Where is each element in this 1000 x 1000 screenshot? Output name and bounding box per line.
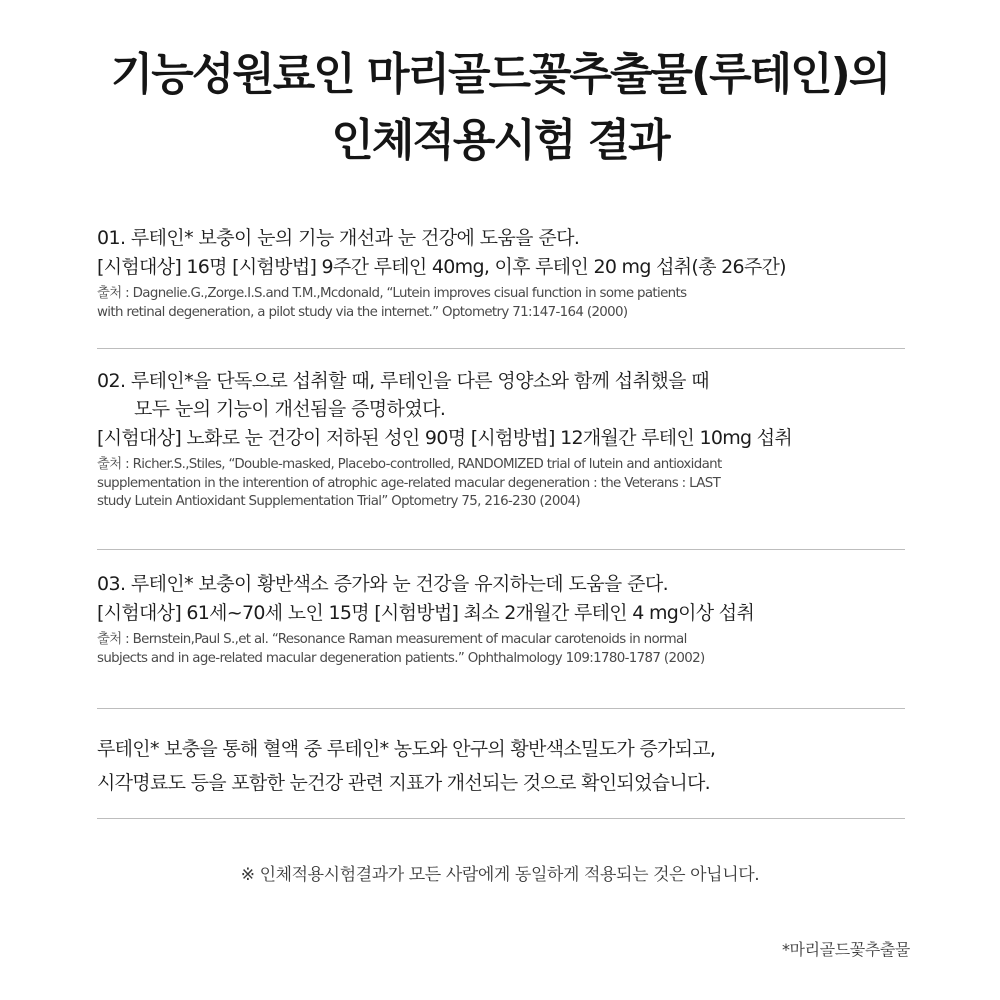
study-03-claim: 03. 루테인* 보충이 황반색소 증가와 눈 건강을 유지하는데 도움을 준다.: [97, 573, 669, 595]
study-02-source-line-1: 출처 : Richer.S.,Stiles, “Double-masked, Placebo-controlled, RANDOMIZED trial of lutein and antioxidant: [97, 457, 722, 472]
divider-3: [97, 708, 905, 709]
study-01-source: [97, 285, 917, 322]
study-02-source: [97, 456, 917, 512]
footnote: *마리골드꽃추출물: [781, 940, 910, 959]
study-02-conditions: [시험대상] 노화로 눈 건강이 저하된 성인 90명 [시험방법] 12개월간 루테인 10mg 섭취: [97, 427, 793, 449]
study-02-claim-line-2: 모두 눈의 기능이 개선됨을 증명하였다.: [134, 398, 446, 420]
study-02-source-line-3: study Lutein Antioxidant Supplementation Trial” Optometry 75, 216-230 (2004): [97, 494, 581, 509]
study-01-claim: 01. 루테인* 보충이 눈의 기능 개선과 눈 건강에 도움을 준다.: [97, 227, 580, 249]
study-02: [97, 367, 917, 512]
page-title-line-2: 인체적용시험 결과: [331, 115, 669, 166]
study-03-conditions: [시험대상] 61세~70세 노인 15명 [시험방법] 최소 2개월간 루테인 4 mg이상 섭취: [97, 602, 755, 624]
study-03-source-line-1: 출처 : Bernstein,Paul S.,et al. “Resonance Raman measurement of macular carotenoids in normal: [97, 632, 687, 647]
summary-line-1: 루테인* 보충을 통해 혈액 중 루테인* 농도와 안구의 황반색소밀도가 증가되고,: [97, 738, 716, 760]
disclaimer-notice: ※ 인체적용시험결과가 모든 사람에게 동일하게 적용되는 것은 아닙니다.: [240, 865, 760, 885]
study-02-claim-line-1: 02. 루테인*을 단독으로 섭취할 때, 루테인을 다른 영양소와 함께 섭취했을 때: [97, 370, 710, 392]
study-01-source-line-1: 출처 : Dagnelie.G.,Zorge.I.S.and T.M.,Mcdonald, “Lutein improves cisual function in some patients: [97, 286, 687, 301]
study-02-source-line-2: supplementation in the interention of atrophic age-related macular degeneration : the Veterans : LAST: [97, 475, 721, 491]
study-01: [97, 224, 917, 322]
page-title-line-1: 기능성원료인 마리골드꽃추출물(루테인)의: [110, 49, 890, 100]
study-01-source-line-2: with retinal degeneration, a pilot study via the internet.” Optometry 71:147-164 (2000): [97, 304, 628, 320]
divider-1: [97, 348, 905, 349]
divider-4: [97, 818, 905, 819]
study-03-source-line-2: subjects and in age-related macular degeneration patients.” Ophthalmology 109:1780-1787 (2002): [97, 650, 705, 666]
study-01-conditions: [시험대상] 16명 [시험방법] 9주간 루테인 40mg, 이후 루테인 20 mg 섭취(총 26주간): [97, 256, 786, 278]
study-03: [97, 570, 917, 668]
study-03-source: [97, 631, 917, 668]
summary: [97, 732, 917, 800]
summary-line-2: 시각명료도 등을 포함한 눈건강 관련 지표가 개선되는 것으로 확인되었습니다.: [97, 772, 710, 794]
divider-2: [97, 549, 905, 550]
